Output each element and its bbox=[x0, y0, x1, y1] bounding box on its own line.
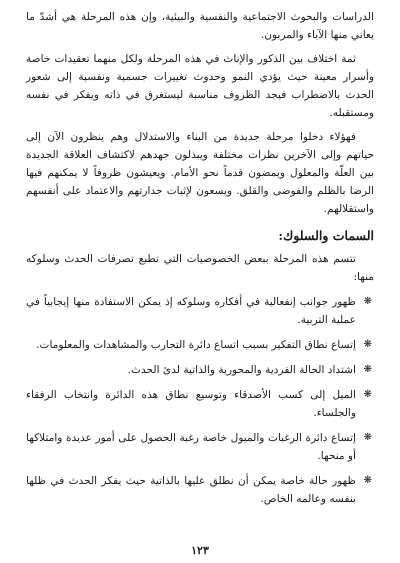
bullet-icon: ❋ bbox=[363, 432, 372, 443]
list-item-text: الميل إلى كسب الأصدقاء وتوسيع نطاق هذه الدائرة وانتخاب الرفقاء والجلساء. bbox=[26, 389, 356, 419]
paragraph-1: الدراسات والبحوث الاجتماعية والنفسية والبيئية، وإن هذه المرحلة هي أشدّ ما يعاني منها الآباء والمربون. bbox=[26, 11, 374, 41]
section-intro: تتسم هذه المرحلة ببعض الخصوصيات التي تطبع تصرفات الحدث وسلوكه منها: bbox=[26, 253, 374, 283]
page-number: ١٢٣ bbox=[191, 544, 209, 557]
bullet-icon: ❋ bbox=[363, 339, 372, 350]
list-item-text: ظهور جوانب إنفعالية في أفكاره وسلوكه إذ يمكن الاستفادة منها إيجابياً في عملية التربية. bbox=[26, 296, 356, 326]
bullet-icon: ❋ bbox=[363, 475, 372, 486]
list-item bbox=[26, 429, 374, 465]
paragraph-3: فهؤلاء دخلوا مرحلة جديدة من البناء والاستدلال وهم ينظرون الآن إلى حياتهم وإلى الآخرين نظرات مختلفة ويبذلون جهدهم لاكتشاف العلاقة الجديدة بين العلّة والمعلول ويمضون قدماً نحو الأمام. ويعيشون ظروفاً لا يمكنهم فيها الرضا بالظلم والفوضى والقلق. ويسعون لإثبات جدارتهم والاعتماد على أنفسهم واستقلالهم. bbox=[26, 131, 374, 215]
bullet-icon: ❋ bbox=[363, 389, 372, 400]
document-page bbox=[26, 8, 374, 563]
list-item-text: ظهور حالة خاصة يمكن أن نطلق عليها بالذاتية حيث يفكر الحدث في ظلها بنفسه وعالمه الخاص. bbox=[26, 475, 356, 505]
paragraph-2: ثمة اختلاف بين الذكور والإناث في هذه المرحلة ولكل منهما تعقيدات خاصة وأسرار معينة حيث يؤدي النمو وحدوث تغييرات جسمية ونفسية إلى شعور الحدث بالاضطراب فيجد الظروف مناسبة ليستغرق في ذاته ويفكر في نفسه ومستقبله. bbox=[26, 53, 374, 119]
traits-list bbox=[26, 293, 374, 508]
list-item bbox=[26, 336, 374, 354]
list-item bbox=[26, 472, 374, 508]
list-item bbox=[26, 386, 374, 422]
list-item-text: إتساع دائرة الرغبات والميول خاصة رغبة الحصول على أمور عديدة وامتلاكها أو منحها. bbox=[26, 432, 356, 462]
list-item bbox=[26, 293, 374, 329]
section-heading: السمات والسلوك: bbox=[278, 228, 374, 243]
bullet-icon: ❋ bbox=[363, 296, 372, 307]
list-item bbox=[26, 361, 374, 379]
bullet-icon: ❋ bbox=[363, 364, 372, 375]
list-item-text: اشتداد الحالة الفردية والمحورية والذاتية لدئ الحدث. bbox=[127, 364, 356, 376]
list-item-text: إتساع نطاق التفكير بسبب اتساع دائرة التجارب والمشاهدات والمعلومات. bbox=[36, 339, 356, 351]
